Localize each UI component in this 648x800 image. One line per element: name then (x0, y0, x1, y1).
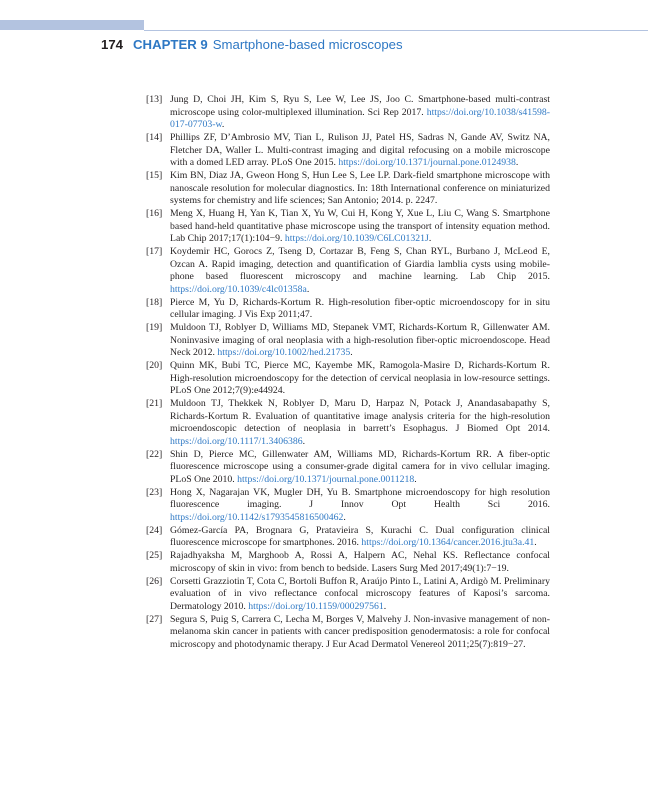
doi-link[interactable]: https://doi.org/10.1117/1.3406386 (170, 435, 303, 447)
reference-text: Koydemir HC, Gorocs Z, Tseng D, Cortazar B, Feng S, Chan RYL, Burbano J, McLeod E, Ozcan A. Rapid imaging, detection and quantification of Giardia lamblia cysts using mobile-phone based fluorescent microscopy and machine learning. Lab Chip 2015. (170, 246, 550, 282)
reference-item: [24] Gómez-García PA, Brognara G, Pratavieira S, Kurachi C. Dual configuration clinical fluorescence microscope for smartphones. 2016. https://doi.org/10.1364/cancer.2016.jtu3a.41. (146, 524, 550, 548)
reference-number: [17] (146, 246, 163, 257)
reference-item: [26] Corsetti Grazziotin T, Cota C, Bortoli Buffon R, Araújo Pinto L, Latini A, Ardigò M. Preliminary evaluation of in vivo reflectance confocal microscopy features of Kaposi’s sarcoma. Dermatology 2010. https://doi.org/10.1159/000297561. (146, 575, 550, 612)
doi-link[interactable]: https://doi.org/10.1002/hed.21735 (217, 347, 351, 358)
reference-item: [22] Shin D, Pierce MC, Gillenwater AM, Williams MD, Richards-Kortum RR. A fiber-optic fluorescence microscope using a consumer-grade digital camera for in vivo cellular imaging. PLoS One 2010. https://doi.org/10.1371/journal.pone.0011218. (146, 448, 550, 485)
reference-text: Jung D, Choi JH, Kim S, Ryu S, Lee W, Lee JS, Joo C. Smartphone-based multi-contrast microscope using color-multiplexed illumination. Sci Rep 2017. (170, 94, 550, 118)
doi-link[interactable]: https://doi.org/10.1039/C6LC01321J (284, 233, 429, 244)
reference-list (146, 94, 550, 652)
reference-text: Shin D, Pierce MC, Gillenwater AM, Williams MD, Richards-Kortum RR. A fiber-optic fluorescence microscope using a consumer-grade digital camera for in vivo cellular imaging. PLoS One 2010. (170, 448, 550, 485)
reference-text: Corsetti Grazziotin T, Cota C, Bortoli Buffon R, Araújo Pinto L, Latini A, Ardigò M. Preliminary evaluation of in vivo reflectance confocal microscopy features of Kaposi’s sarcoma. Dermatology 2010. (170, 575, 550, 612)
reference-number: [18] (146, 296, 163, 308)
doi-link[interactable]: https://doi.org/10.1039/c4lc01358a (170, 283, 307, 295)
reference-number: [22] (146, 448, 163, 460)
reference-number: [27] (146, 613, 163, 625)
reference-item: [14] Phillips ZF, D’Ambrosio MV, Tian L, Rulison JJ, Patel HS, Sadras N, Gande AV, Switz NA, Fletcher DA, Waller L. Multi-contrast imaging and digital refocusing on a mobile microscope with a domed LED array. PLoS One 2015. https://doi.org/10.1371/journal.pone.0124938. (146, 132, 550, 168)
reference-item (146, 170, 550, 208)
reference-text: Phillips ZF, D’Ambrosio MV, Tian L, Rulison JJ, Patel HS, Sadras N, Gande AV, Switz NA, Fletcher DA, Waller L. Multi-contrast imaging and digital refocusing on a mobile microscope with a domed LED array. PLoS One 2015. (170, 132, 550, 168)
reference-text: Pierce M, Yu D, Richards-Kortum R. High-resolution fiber-optic microendoscopy for in situ cellular imaging. J Vis Exp 2011;47. (170, 296, 550, 320)
reference-item (146, 360, 550, 398)
reference-number: [24] (146, 524, 163, 536)
reference-text: Quinn MK, Bubi TC, Pierce MC, Kayembe MK, Ramogola-Masire D, Richards-Kortum R. High-resolution microendoscopy for the detection of cervical neoplasia in low-resource settings. PLoS One 2012;7(9):e44924. (170, 360, 550, 396)
reference-item: [17] Koydemir HC, Gorocs Z, Tseng D, Cortazar B, Feng S, Chan RYL, Burbano J, McLeod E, Ozcan A. Rapid imaging, detection and quantification of Giardia lamblia cysts using mobile-phone based fluorescent microscopy and machine learning. Lab Chip 2015. https://doi.org/10.1039/c4lc01358a. (146, 246, 550, 295)
reference-number: [16] (146, 208, 163, 219)
reference-item (146, 614, 550, 652)
running-head (101, 36, 403, 54)
reference-item: [16] Meng X, Huang H, Yan K, Tian X, Yu W, Cui H, Kong Y, Xue L, Liu C, Wang S. Smartphone based hand-held quantitative phase microscope using the transport of intensity equation method. Lab Chip 2017;17(1):104−9. https://doi.org/10.1039/C6LC01321J. (146, 208, 550, 244)
reference-number: [23] (146, 486, 163, 498)
reference-item: [21] Muldoon TJ, Thekkek N, Roblyer D, Maru D, Harpaz N, Potack J, Anandasabapathy S, Richards-Kortum R. Evaluation of quantitative image analysis criteria for the high-resolution microendoscopic detection of neoplasia in barrett’s Esophagus. J Biomed Opt 2014. https://doi.org/10.1117/1.3406386. (146, 398, 550, 447)
doi-link[interactable]: https://doi.org/10.1038/s41598-017-07703-w (170, 106, 551, 130)
doi-link[interactable]: https://doi.org/10.1364/cancer.2016.jtu3a.41 (361, 537, 535, 548)
reference-text: Gómez-García PA, Brognara G, Pratavieira S, Kurachi C. Dual configuration clinical fluorescence microscope for smartphones. 2016. (170, 524, 550, 548)
doi-link[interactable]: https://doi.org/10.1142/s1793545816500462 (170, 511, 344, 523)
header-rule (144, 30, 648, 31)
reference-number: [14] (146, 132, 163, 143)
reference-text: Hong X, Nagarajan VK, Mugler DH, Yu B. Smartphone microendoscopy for high resolution fluorescence imaging. J Innov Opt Health Sci 2016. (170, 486, 550, 510)
doi-link[interactable]: https://doi.org/10.1159/000297561 (248, 600, 384, 612)
doi-link[interactable]: https://doi.org/10.1371/journal.pone.0011218 (237, 473, 415, 485)
page-number: 174 (101, 37, 124, 52)
reference-number: [26] (146, 575, 163, 587)
reference-item (146, 297, 550, 322)
reference-number: [15] (146, 170, 163, 181)
reference-item: [19] Muldoon TJ, Roblyer D, Williams MD, Stepanek VMT, Richards-Kortum R, Gillenwater AM. Noninvasive imaging of oral neoplasia with a high-resolution fiber-optic microendoscope. Head Neck 2012. https://doi.org/10.1002/hed.21735. (146, 322, 550, 358)
reference-text: Muldoon TJ, Thekkek N, Roblyer D, Maru D, Harpaz N, Potack J, Anandasabapathy S, Richards-Kortum R. Evaluation of quantitative image analysis criteria for the high-resolution microendoscopic detection of neoplasia in barrett’s Esophagus. J Biomed Opt 2014. (170, 398, 550, 434)
reference-item: [23] Hong X, Nagarajan VK, Mugler DH, Yu B. Smartphone microendoscopy for high resolution fluorescence imaging. J Innov Opt Health Sci 2016. https://doi.org/10.1142/s1793545816500462. (146, 486, 550, 523)
reference-number: [19] (146, 322, 163, 333)
reference-text: Meng X, Huang H, Yan K, Tian X, Yu W, Cui H, Kong Y, Xue L, Liu C, Wang S. Smartphone based hand-held quantitative phase microscope using the transport of intensity equation method. Lab Chip 2017;17(1):104−9. (170, 208, 550, 244)
reference-text: Segura S, Puig S, Carrera C, Lecha M, Borges V, Malvehy J. Non-invasive management of non-melanoma skin cancer in patients with cancer predisposition genodermatosis: a role for confocal microscopy and photodynamic therapy. J Eur Acad Dermatol Venereol 2011;25(7):819−27. (170, 613, 550, 650)
header-color-band (0, 20, 144, 30)
reference-number: [20] (146, 360, 163, 371)
doi-link[interactable]: https://doi.org/10.1371/journal.pone.0124938 (338, 157, 516, 168)
reference-number: [21] (146, 398, 163, 409)
reference-number: [25] (146, 550, 163, 561)
reference-text: Muldoon TJ, Roblyer D, Williams MD, Stepanek VMT, Richards-Kortum R, Gillenwater AM. Noninvasive imaging of oral neoplasia with a high-resolution fiber-optic microendoscope. Head Neck 2012. (170, 322, 550, 358)
reference-item (146, 550, 550, 575)
reference-item: [13] Jung D, Choi JH, Kim S, Ryu S, Lee W, Lee JS, Joo C. Smartphone-based multi-contrast microscope using color-multiplexed illumination. Sci Rep 2017. https://doi.org/10.1038/s41598-017-07703-w. (146, 94, 551, 130)
reference-number: [13] (146, 94, 163, 105)
chapter-title: Smartphone-based microscopes (212, 37, 403, 52)
reference-text: Kim BN, Diaz JA, Gweon Hong S, Hun Lee S, Lee LP. Dark-field smartphone microscope with nanoscale resolution for molecular diagnostics. In: 18th International conference on miniaturized systems for chemistry and life sciences; San Antonio; 2014. p. 2247. (170, 170, 550, 206)
chapter-label: CHAPTER 9 (133, 37, 208, 52)
reference-text: Rajadhyaksha M, Marghoob A, Rossi A, Halpern AC, Nehal KS. Reflectance confocal microscopy of skin in vivo: from bench to bedside. Lasers Surg Med 2017;49(1):7−19. (170, 550, 550, 574)
